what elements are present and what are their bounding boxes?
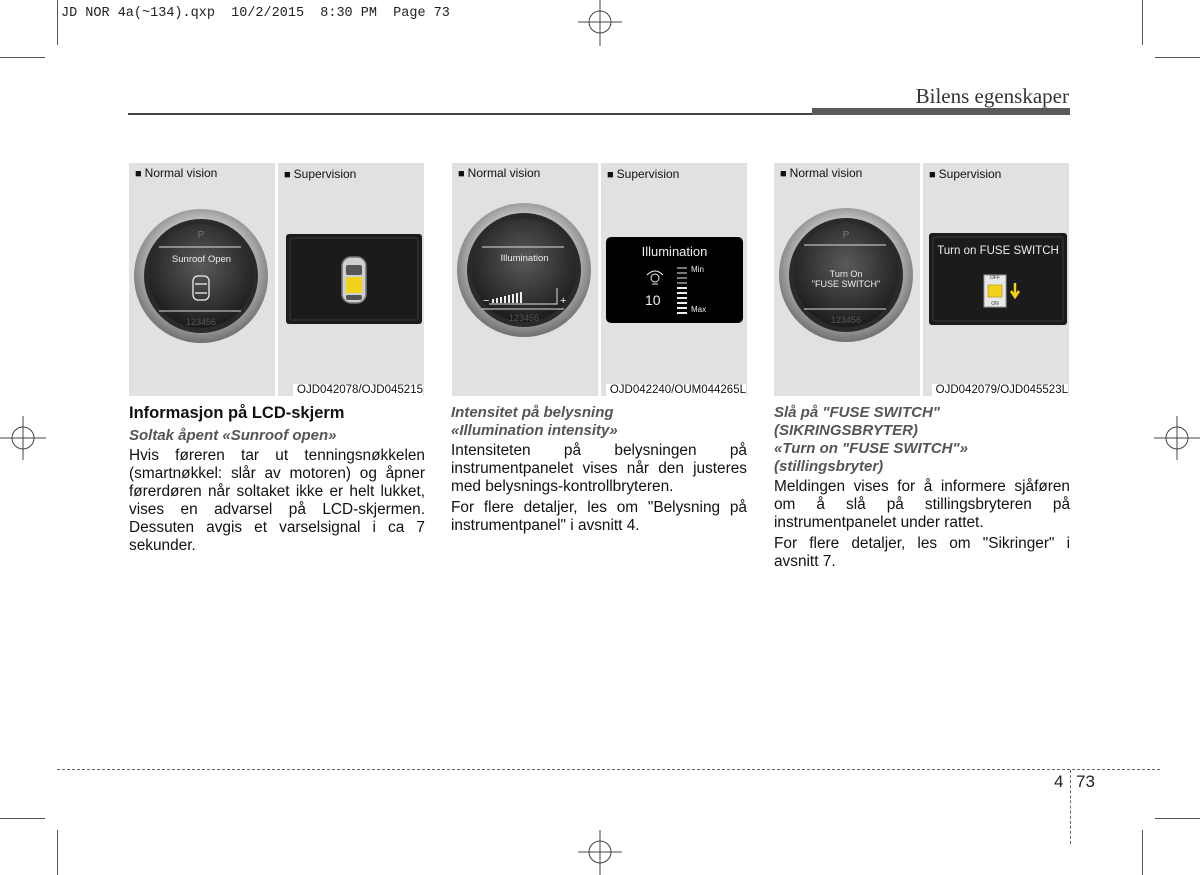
section-title: Bilens egenskaper	[915, 84, 1069, 108]
figure-code: OJD042240/OUM044265L	[606, 384, 746, 396]
svg-text:+: +	[560, 295, 567, 307]
figure-code: OJD042078/OJD045215	[293, 384, 423, 396]
lcd-min-label: Min	[691, 265, 704, 274]
svg-text:P: P	[842, 230, 850, 241]
registration-mark-bottom	[578, 830, 622, 875]
paragraph: For flere detaljer, les om "Belysning på instrumentpanel" i avsnitt 4.	[451, 499, 747, 534]
registration-mark-left	[0, 416, 46, 460]
paragraph: Meldingen vises for å informere sjåføren om å slå på stillingsbryteren på instrumentpanelet under rattet.	[774, 478, 1070, 531]
svg-text:−: −	[483, 295, 490, 307]
footer-rule	[57, 769, 1160, 770]
header-rule-accent	[812, 108, 1070, 115]
subheading-position-switch: (stillingsbryter)	[774, 458, 884, 475]
figure-code: OJD042079/OJD045523L	[932, 384, 1068, 396]
label-normal-vision: ■ Normal vision	[780, 166, 863, 180]
footer-divider	[1070, 770, 1071, 844]
label-supervision: ■ Supervision	[284, 167, 357, 181]
lcd-title: Illumination	[641, 244, 708, 259]
paragraph: For flere detaljer, les om "Sikringer" i avsnitt 7.	[774, 535, 1070, 570]
figure-fuse-switch	[774, 163, 1069, 396]
subheading-fuse-switch: Slå på "FUSE SWITCH"	[774, 404, 940, 421]
page-number: 73	[1076, 772, 1095, 791]
subheading-sunroof: Soltak åpent «Sunroof open»	[129, 427, 337, 444]
header-rule	[128, 113, 812, 115]
chapter-number: 4	[1054, 772, 1064, 791]
crop-mark	[57, 0, 58, 45]
crop-mark	[1155, 818, 1200, 819]
figure-sunroof	[129, 163, 424, 396]
registration-mark-right	[1154, 416, 1200, 460]
label-supervision: ■ Supervision	[607, 167, 680, 181]
paragraph: Intensiteten på belysningen på instrumentpanelet vises når den justeres med belysnings-kontrollbryteren.	[451, 442, 747, 495]
gauge-message: Turn On "FUSE SWITCH"	[811, 269, 881, 289]
figure-illumination	[452, 163, 747, 396]
label-normal-vision: ■ Normal vision	[135, 166, 218, 180]
registration-mark-top	[578, 0, 622, 46]
label-normal-vision: ■ Normal vision	[458, 166, 541, 180]
crop-mark	[0, 57, 45, 58]
lcd-message: Turn on FUSE SWITCH	[937, 245, 1059, 257]
subheading-illumination-en: «Illumination intensity»	[451, 422, 618, 439]
gauge-message: Sunroof Open	[171, 254, 232, 265]
subheading-fuse-switch-en: «Turn on "FUSE SWITCH"»	[774, 440, 968, 457]
svg-text:123456: 123456	[185, 317, 217, 327]
subheading-illumination: Intensitet på belysning	[451, 404, 614, 421]
crop-mark	[0, 818, 45, 819]
crop-mark	[1142, 830, 1143, 875]
column-lcd-info	[129, 404, 425, 558]
heading-lcd-info: Informasjon på LCD-skjerm	[129, 404, 345, 422]
print-slug: JD NOR 4a(~134).qxp 10/2/2015 8:30 PM Page 73	[61, 6, 450, 21]
column-fuse-switch	[774, 404, 1070, 574]
svg-text:123456: 123456	[830, 315, 862, 325]
gauge-message: Illumination	[500, 253, 549, 264]
paragraph: Hvis føreren tar ut tenningsnøkkelen (smartnøkkel: slår av motoren) og åpner førerdøren når soltaket ikke er helt lukket, vises en advarsel på LCD-skjermen. Dessuten avgis et varselsignal i ca 7 sekunder.	[129, 447, 425, 554]
crop-mark	[1142, 0, 1143, 45]
crop-mark	[1155, 57, 1200, 58]
subheading-fuse-switch-no: (SIKRINGSBRYTER)	[774, 422, 918, 439]
switch-off-label: OFF	[990, 275, 1000, 281]
column-illumination	[451, 404, 747, 538]
lcd-max-label: Max	[691, 305, 707, 314]
crop-mark	[57, 830, 58, 875]
lcd-value: 10	[645, 292, 661, 308]
label-supervision: ■ Supervision	[929, 167, 1002, 181]
svg-text:123456: 123456	[508, 313, 540, 323]
svg-text:P: P	[197, 230, 205, 241]
switch-on-label: ON	[991, 301, 999, 307]
